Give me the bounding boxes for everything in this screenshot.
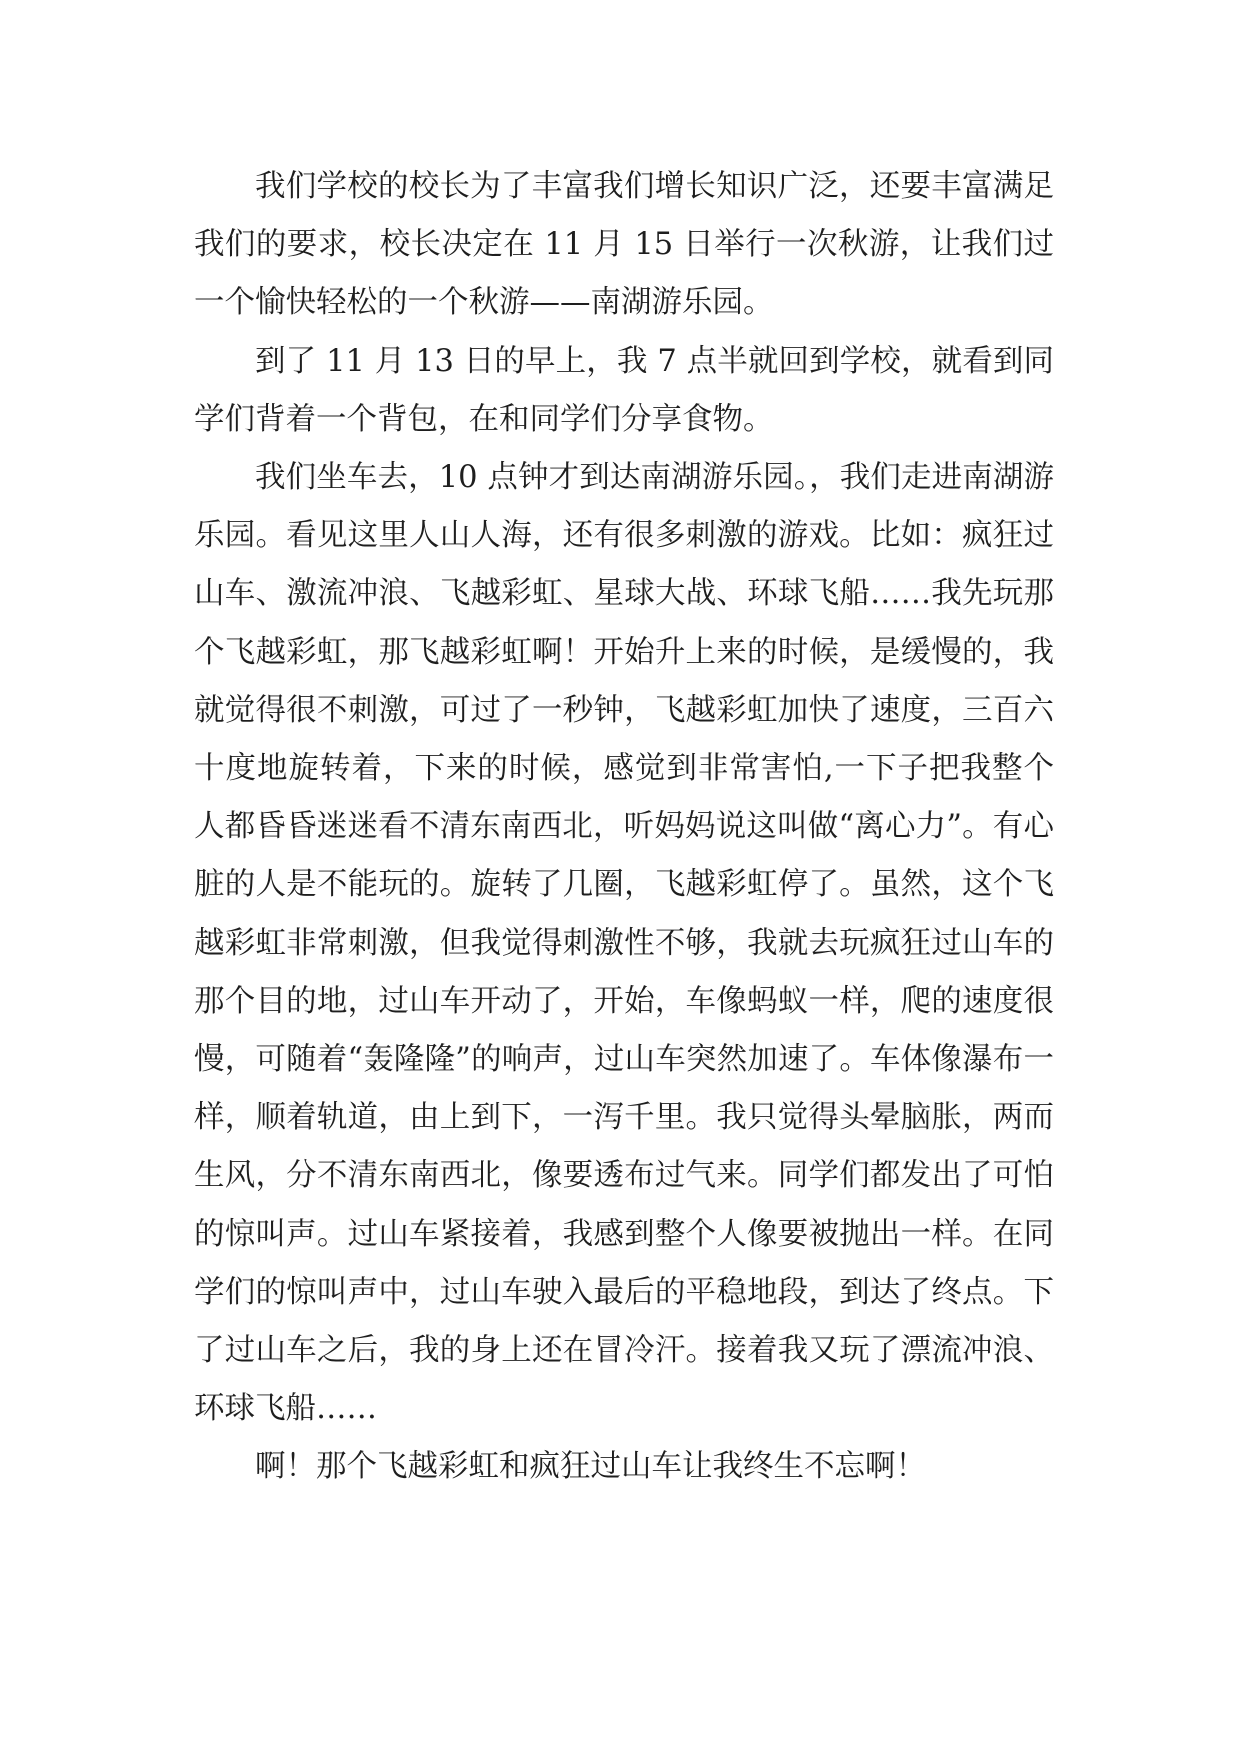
essay-body [194, 158, 1054, 1497]
paragraph-3: 我们坐车去，10 点钟才到达南湖游乐园。，我们走进南湖游乐园。看见这里人山人海，还有很多刺激的游戏。比如：疯狂过山车、激流冲浪、飞越彩虹、星球大战、环球飞船……我先玩那个飞越彩虹，那飞越彩虹啊！开始升上来的时候，是缓慢的，我就觉得很不刺激，可过了一秒钟，飞越彩虹加快了速度，三百六十度地旋转着，下来的时候，感觉到非常害怕,一下子把我整个人都昏昏迷迷看不清东南西北，听妈妈说这叫做“离心力”。有心脏的人是不能玩的。旋转了几圈，飞越彩虹停了。虽然，这个飞越彩虹非常刺激，但我觉得刺激性不够，我就去玩疯狂过山车的那个目的地，过山车开动了，开始，车像蚂蚁一样，爬的速度很慢，可随着“轰隆隆”的响声，过山车突然加速了。车体像瀑布一样，顺着轨道，由上到下，一泻千里。我只觉得头晕脑胀，两而生风，分不清东南西北，像要透布过气来。同学们都发出了可怕的惊叫声。过山车紧接着，我感到整个人像要被抛出一样。在同学们的惊叫声中，过山车驶入最后的平稳地段，到达了终点。下了过山车之后，我的身上还在冒冷汗。接着我又玩了漂流冲浪、环球飞船…… [194, 460, 1054, 1427]
paragraph-1: 我们学校的校长为了丰富我们增长知识广泛，还要丰富满足我们的要求，校长决定在 11 月 15 日举行一次秋游，让我们过一个愉快轻松的一个秋游——南湖游乐园。 [194, 169, 1054, 321]
paragraph-4: 啊！那个飞越彩虹和疯狂过山车让我终生不忘啊！ [255, 1449, 926, 1485]
paragraph-2: 到了 11 月 13 日的早上，我 7 点半就回到学校，就看到同学们背着一个背包，在和同学们分享食物。 [194, 343, 1054, 437]
